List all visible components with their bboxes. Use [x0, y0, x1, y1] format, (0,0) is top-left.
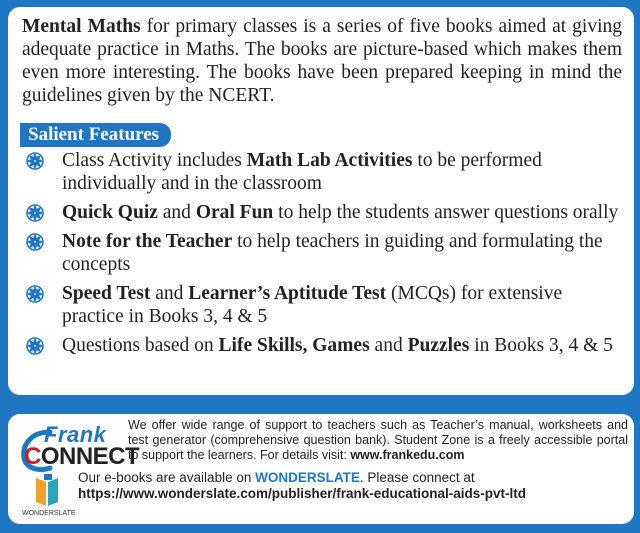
feature-text: Questions based on — [62, 335, 219, 356]
feature-list — [22, 149, 628, 363]
feature-text: (MCQs) for extensive practice in Books 3, 4 & 5 — [62, 283, 563, 327]
wonderslate-link[interactable]: https://www.wonderslate.com/publisher/frank-educational-aids-pvt-ltd — [78, 486, 527, 501]
flower-bullet-icon — [26, 285, 44, 303]
ebook-text: Our e-books are available on WONDERSLATE. Please connect at https://www.wonderslate.com/publisher/frank-educational-aids-pvt-ltd — [78, 470, 527, 501]
feature-text: to help the students answer questions orally — [273, 202, 619, 223]
feature-text: and — [150, 283, 189, 304]
feature-text: and — [157, 202, 196, 223]
wonderslate-logo — [22, 472, 74, 522]
feature-item — [22, 230, 628, 276]
feature-text: in Books 3, 4 & 5 — [469, 335, 613, 356]
footer-panel — [8, 414, 634, 524]
feature-highlight: Speed Test — [62, 283, 151, 304]
feature-highlight: Note for the Teacher — [62, 231, 233, 252]
flower-bullet-icon — [26, 337, 44, 355]
feature-item — [22, 282, 628, 328]
salient-features-heading: Salient Features — [20, 123, 171, 147]
feature-highlight: Life Skills, Games — [218, 335, 370, 356]
feature-text: and — [369, 335, 408, 356]
feature-highlight: Quick Quiz — [62, 202, 158, 223]
frank-connect-logo — [20, 422, 140, 472]
logo-frank-text: Frank — [44, 422, 107, 447]
feature-highlight: Puzzles — [407, 335, 470, 356]
feature-highlight: Math Lab Activities — [246, 150, 413, 171]
feature-item — [22, 201, 628, 224]
feature-highlight: Learner’s Aptitude Test — [188, 283, 387, 304]
feature-text: to help teachers in guiding and formulating the concepts — [62, 231, 603, 275]
flower-bullet-icon — [26, 233, 44, 251]
wonderslate-brand: WONDERSLATE — [255, 470, 360, 485]
feature-text: to be performed individually and in the classroom — [62, 150, 542, 194]
feature-highlight: Oral Fun — [195, 202, 274, 223]
feature-item — [22, 334, 628, 357]
intro-text: for primary classes is a series of five books aimed at giving adequate practice in Maths. The books are picture-based which makes them even more interesting. The books have been prepared keeping in mind the guidelines given by the NCERT. — [22, 16, 622, 106]
feature-item — [22, 149, 628, 195]
info-panel — [8, 7, 634, 395]
intro-paragraph — [22, 15, 622, 107]
frankedu-link[interactable]: www.frankedu.com — [350, 448, 465, 462]
wonderslate-book-icon — [22, 472, 74, 510]
wonderslate-logo-label: WONDERSLATE — [22, 510, 76, 517]
flower-bullet-icon — [26, 152, 44, 170]
flower-bullet-icon — [26, 204, 44, 222]
logo-connect-text: CONNECT — [24, 443, 140, 470]
series-title: Mental Maths — [22, 16, 141, 37]
feature-text: Class Activity includes — [62, 150, 247, 171]
support-text: We offer wide range of support to teachers such as Teacher’s manual, worksheets and test generator (comprehensive question bank). Student Zone is a freely accessible portal to support the learners. For details visit: www.frankedu.com — [128, 418, 628, 462]
